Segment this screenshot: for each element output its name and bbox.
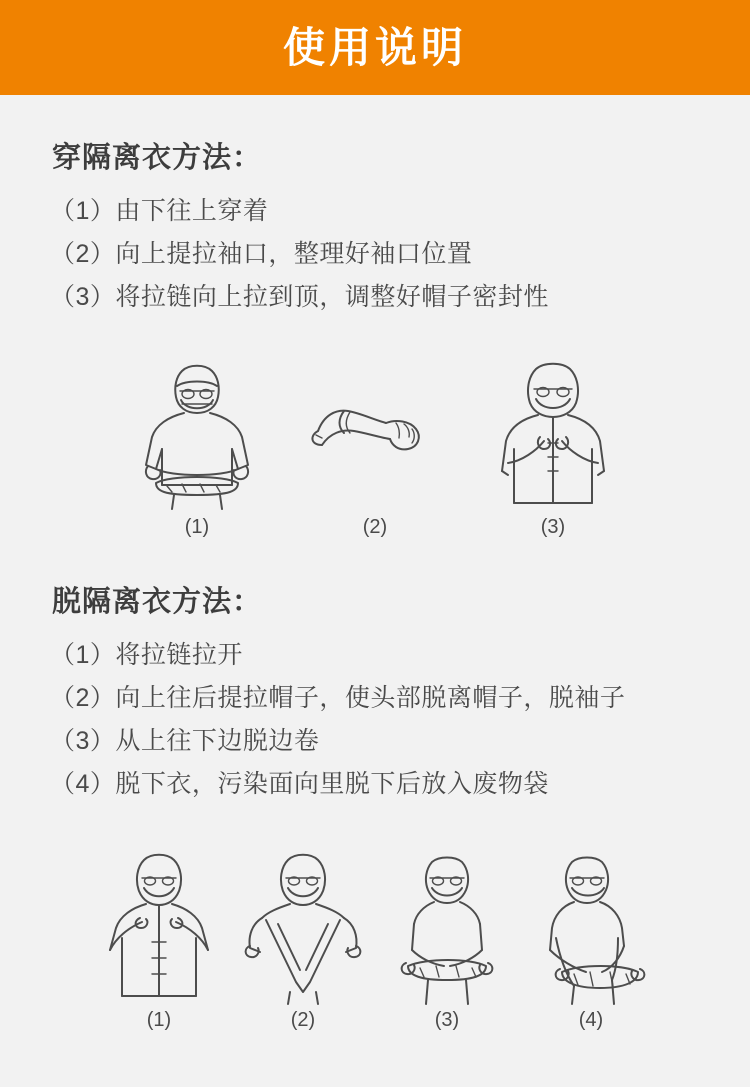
figure-wear-2 <box>300 353 450 537</box>
header-banner <box>0 0 750 95</box>
step-item: （1）由下往上穿着 <box>50 197 269 225</box>
person-bagging-gown-icon <box>526 846 656 1006</box>
figure-row-remove <box>50 846 700 1030</box>
step-item: （1）将拉链拉开 <box>50 641 243 669</box>
figure-remove-2 <box>238 846 368 1030</box>
figure-caption: (3) <box>434 1009 460 1031</box>
step-item: （3）将拉链向上拉到顶，调整好帽子密封性 <box>50 283 549 311</box>
person-removing-hood-icon <box>238 846 368 1006</box>
figure-row-wear <box>50 353 700 537</box>
figure-remove-3 <box>382 846 512 1030</box>
section-wear <box>50 135 700 537</box>
person-unzipping-gown-icon <box>94 846 224 1006</box>
person-stepping-into-gown-icon <box>122 353 272 513</box>
section-remove <box>50 579 700 1030</box>
step-list-remove <box>50 634 700 806</box>
figure-caption: (1) <box>184 516 210 538</box>
step-item: （3）从上往下边脱边卷 <box>50 727 320 755</box>
figure-caption: (2) <box>362 516 388 538</box>
figure-wear-3 <box>478 353 628 537</box>
section-title-wear: 穿隔离衣方法： <box>52 142 263 174</box>
figure-caption: (2) <box>290 1009 316 1031</box>
step-item: （2）向上提拉袖口，整理好袖口位置 <box>50 240 473 268</box>
figure-caption: (4) <box>578 1009 604 1031</box>
arm-pulling-cuff-icon <box>300 353 450 513</box>
figure-caption: (3) <box>540 516 566 538</box>
step-item: （4）脱下衣，污染面向里脱下后放入废物袋 <box>50 770 549 798</box>
content-area <box>0 95 750 1030</box>
step-list-wear <box>50 190 700 319</box>
figure-remove-1 <box>94 846 224 1030</box>
person-zipping-hood-icon <box>478 353 628 513</box>
figure-remove-4 <box>526 846 656 1030</box>
figure-caption: (1) <box>146 1009 172 1031</box>
step-item: （2）向上往后提拉帽子，使头部脱离帽子，脱袖子 <box>50 684 626 712</box>
page-title: 使用说明 <box>282 23 467 71</box>
person-rolling-down-gown-icon <box>382 846 512 1006</box>
figure-wear-1 <box>122 353 272 537</box>
section-title-remove: 脱隔离衣方法： <box>52 586 263 618</box>
